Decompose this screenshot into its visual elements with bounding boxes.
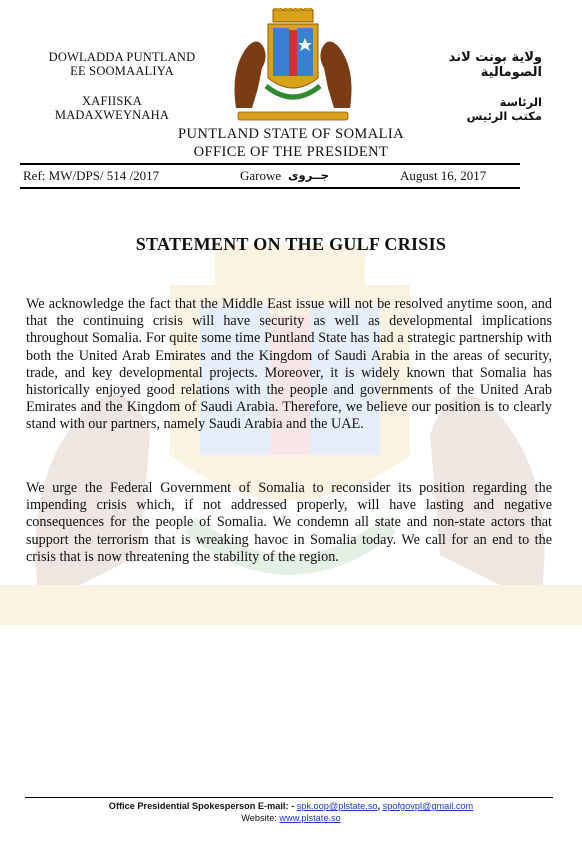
footer-website-label: Website: (241, 813, 277, 823)
header-right-line4: مكتب الرئيس (466, 109, 542, 123)
reference-number: Ref: MW/DPS/ 514 /2017 (23, 168, 160, 183)
header-right-line1: ولاية بونت لاند (448, 50, 542, 65)
paragraph-1: We acknowledge the fact that the Middle East issue will not be resolved anytime soon, and that the continuing crisis will have security as well as developmental implications throughout Somalia. For quite some time Puntland State has had a strategic partnership with both the United Arab Emirates and the Kingdom of Saudi Arabia in the areas of security, trade, and key developmental projects. Moreover, it is widely known that Somalia has historically enjoyed good relations with the people and governments of the United Arab Emirates and the Kingdom of Saudi Arabia. Therefore, we believe our position is to clearly stand with our partners, namely Saudi Arabia and the UAE. (26, 296, 552, 433)
header-left-line1: DOWLADDA PUNTLAND (48, 50, 196, 64)
website-link[interactable]: www.plstate.so (279, 813, 341, 823)
footer-divider (25, 797, 553, 798)
header-right-arabic-state (382, 50, 542, 80)
email-link-2[interactable]: spofgovpl@gmail.com (382, 801, 474, 811)
footer-email-label: Office Presidential Spokesperson E-mail: - (108, 801, 295, 811)
footer-email-line (0, 801, 582, 811)
state-name: PUNTLAND STATE OF SOMALIA (178, 126, 404, 142)
office-name: OFFICE OF THE PRESIDENT (193, 144, 389, 160)
footer-separator: , (377, 801, 381, 811)
city-name: Garowe (240, 168, 282, 183)
header-left-line2: EE SOOMAALIYA (70, 64, 174, 78)
letter-date: August 16, 2017 (400, 168, 487, 183)
city-name-arabic: جــروى (288, 168, 329, 182)
reference-bar (20, 163, 520, 189)
header-left-line4: MADAXWEYNAHA (54, 108, 170, 122)
header-right-line2: الصومالية (480, 65, 542, 80)
paragraph-2: We urge the Federal Government of Somalia to reconsider its position regarding the impending crisis which, if not addressed properly, will have lasting and negative consequences for the people of Somalia. We condemn all state and non-state actors that support the terrorism that is wreaking havoc in Somalia today. We call for an end to the crisis that is now threatening the stability of the region. (26, 480, 552, 565)
header-left-somali-state (42, 50, 202, 78)
coat-of-arms-icon (228, 8, 358, 123)
page-title: STATEMENT ON THE GULF CRISIS (135, 234, 447, 254)
header-right-line3: الرئاسة (499, 95, 542, 109)
header-left-somali-office (42, 94, 182, 122)
header-left-line3: XAFIISKA (82, 94, 142, 108)
footer-website-line (0, 813, 582, 823)
header-right-arabic-office (382, 95, 542, 123)
email-link-1[interactable]: spk.oop@plstate.so (296, 801, 378, 811)
